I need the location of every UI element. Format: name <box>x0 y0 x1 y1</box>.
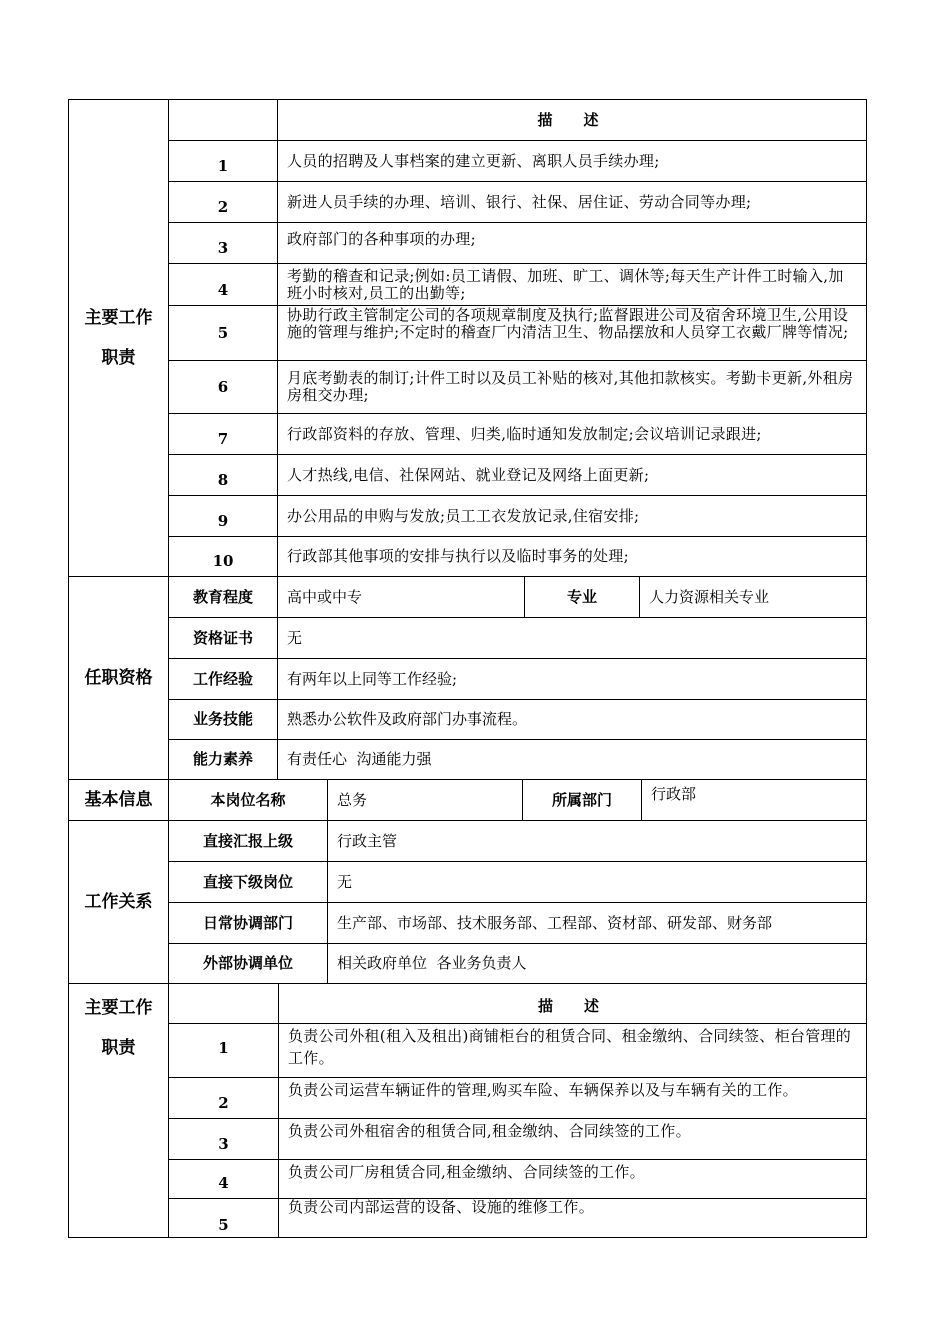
duty-number: 8 <box>168 454 278 496</box>
subordinate-label: 直接下级岗位 <box>168 861 328 903</box>
certificate-label: 资格证书 <box>168 617 278 659</box>
experience-label: 工作经验 <box>168 658 278 700</box>
section-main-duties-2: 主要工作 职责 <box>68 983 169 1238</box>
subordinate-value: 无 <box>327 861 867 903</box>
duty-number: 3 <box>168 222 278 264</box>
duty-number: 10 <box>168 536 278 577</box>
department-label: 所属部门 <box>522 779 642 821</box>
position-name-value: 总务 <box>327 779 523 821</box>
duty2-number: 3 <box>168 1118 279 1160</box>
job-description-table <box>68 99 867 1238</box>
education-label: 教育程度 <box>168 576 278 618</box>
duty-number: 1 <box>168 140 278 182</box>
duty-description: 人才热线,电信、社保网站、就业登记及网络上面更新; <box>277 454 867 496</box>
section-basic-info: 基本信息 <box>68 779 169 821</box>
duty-description: 考勤的稽查和记录;例如:员工请假、加班、旷工、调休等;每天生产计件工时输入,加班小时核对,员工的出勤等; <box>277 263 867 306</box>
internal-coordination-label: 日常协调部门 <box>168 902 328 944</box>
duty-description: 新进人员手续的办理、培训、银行、社保、居住证、劳动合同等办理; <box>277 181 867 223</box>
duty-number: 9 <box>168 495 278 537</box>
position-name-label: 本岗位名称 <box>168 779 328 821</box>
duties2-header: 描 述 <box>278 983 867 1024</box>
duty2-description: 负责公司内部运营的设备、设施的维修工作。 <box>278 1198 867 1238</box>
section-main-duties: 主要工作 职责 <box>68 99 169 577</box>
ability-label: 能力素养 <box>168 739 278 780</box>
external-coordination-value: 相关政府单位 各业务负责人 <box>327 943 867 984</box>
duty-description: 月底考勤表的制订;计件工时以及员工补贴的核对,其他扣款核实。考勤卡更新,外租房房租交办理; <box>277 360 867 414</box>
duties2-header-blank <box>168 983 279 1024</box>
duty-description: 办公用品的申购与发放;员工工衣发放记录,住宿安排; <box>277 495 867 537</box>
duty-description: 政府部门的各种事项的办理; <box>277 222 867 264</box>
department-value: 行政部 <box>641 779 867 821</box>
duties-header-blank <box>168 99 278 141</box>
major-label: 专业 <box>524 576 640 618</box>
duty2-number: 1 <box>168 1023 279 1078</box>
education-value: 高中或中专 <box>277 576 525 618</box>
duties-header: 描 述 <box>277 99 867 141</box>
duty-description: 协助行政主管制定公司的各项规章制度及执行;监督跟进公司及宿舍环境卫生,公用设施的管理与维护;不定时的稽查厂内清洁卫生、物品摆放和人员穿工衣戴厂牌等情况; <box>277 305 867 361</box>
superior-label: 直接汇报上级 <box>168 820 328 862</box>
ability-value: 有责任心 沟通能力强 <box>277 739 867 780</box>
duty-number: 5 <box>168 305 278 361</box>
duty-description: 行政部其他事项的安排与执行以及临时事务的处理; <box>277 536 867 577</box>
external-coordination-label: 外部协调单位 <box>168 943 328 984</box>
duty-number: 7 <box>168 413 278 455</box>
duty-description: 行政部资料的存放、管理、归类,临时通知发放制定;会议培训记录跟进; <box>277 413 867 455</box>
duty-description: 人员的招聘及人事档案的建立更新、离职人员手续办理; <box>277 140 867 182</box>
certificate-value: 无 <box>277 617 867 659</box>
duty2-number: 4 <box>168 1159 279 1199</box>
section-qualifications: 任职资格 <box>68 576 169 780</box>
major-value: 人力资源相关专业 <box>639 576 867 618</box>
skills-value: 熟悉办公软件及政府部门办事流程。 <box>277 699 867 740</box>
duty-number: 4 <box>168 263 278 306</box>
duty2-number: 2 <box>168 1077 279 1119</box>
duty-number: 6 <box>168 360 278 414</box>
duty-number: 2 <box>168 181 278 223</box>
skills-label: 业务技能 <box>168 699 278 740</box>
duty2-number: 5 <box>168 1198 279 1238</box>
superior-value: 行政主管 <box>327 820 867 862</box>
duty2-description: 负责公司外租宿舍的租赁合同,租金缴纳、合同续签的工作。 <box>278 1118 867 1160</box>
duty2-description: 负责公司厂房租赁合同,租金缴纳、合同续签的工作。 <box>278 1159 867 1199</box>
duty2-description: 负责公司外租(租入及租出)商铺柜台的租赁合同、租金缴纳、合同续签、柜台管理的工作。 <box>278 1023 867 1078</box>
internal-coordination-value: 生产部、市场部、技术服务部、工程部、资材部、研发部、财务部 <box>327 902 867 944</box>
duty2-description: 负责公司运营车辆证件的管理,购买车险、车辆保养以及与车辆有关的工作。 <box>278 1077 867 1119</box>
experience-value: 有两年以上同等工作经验; <box>277 658 867 700</box>
section-work-relations: 工作关系 <box>68 820 169 984</box>
